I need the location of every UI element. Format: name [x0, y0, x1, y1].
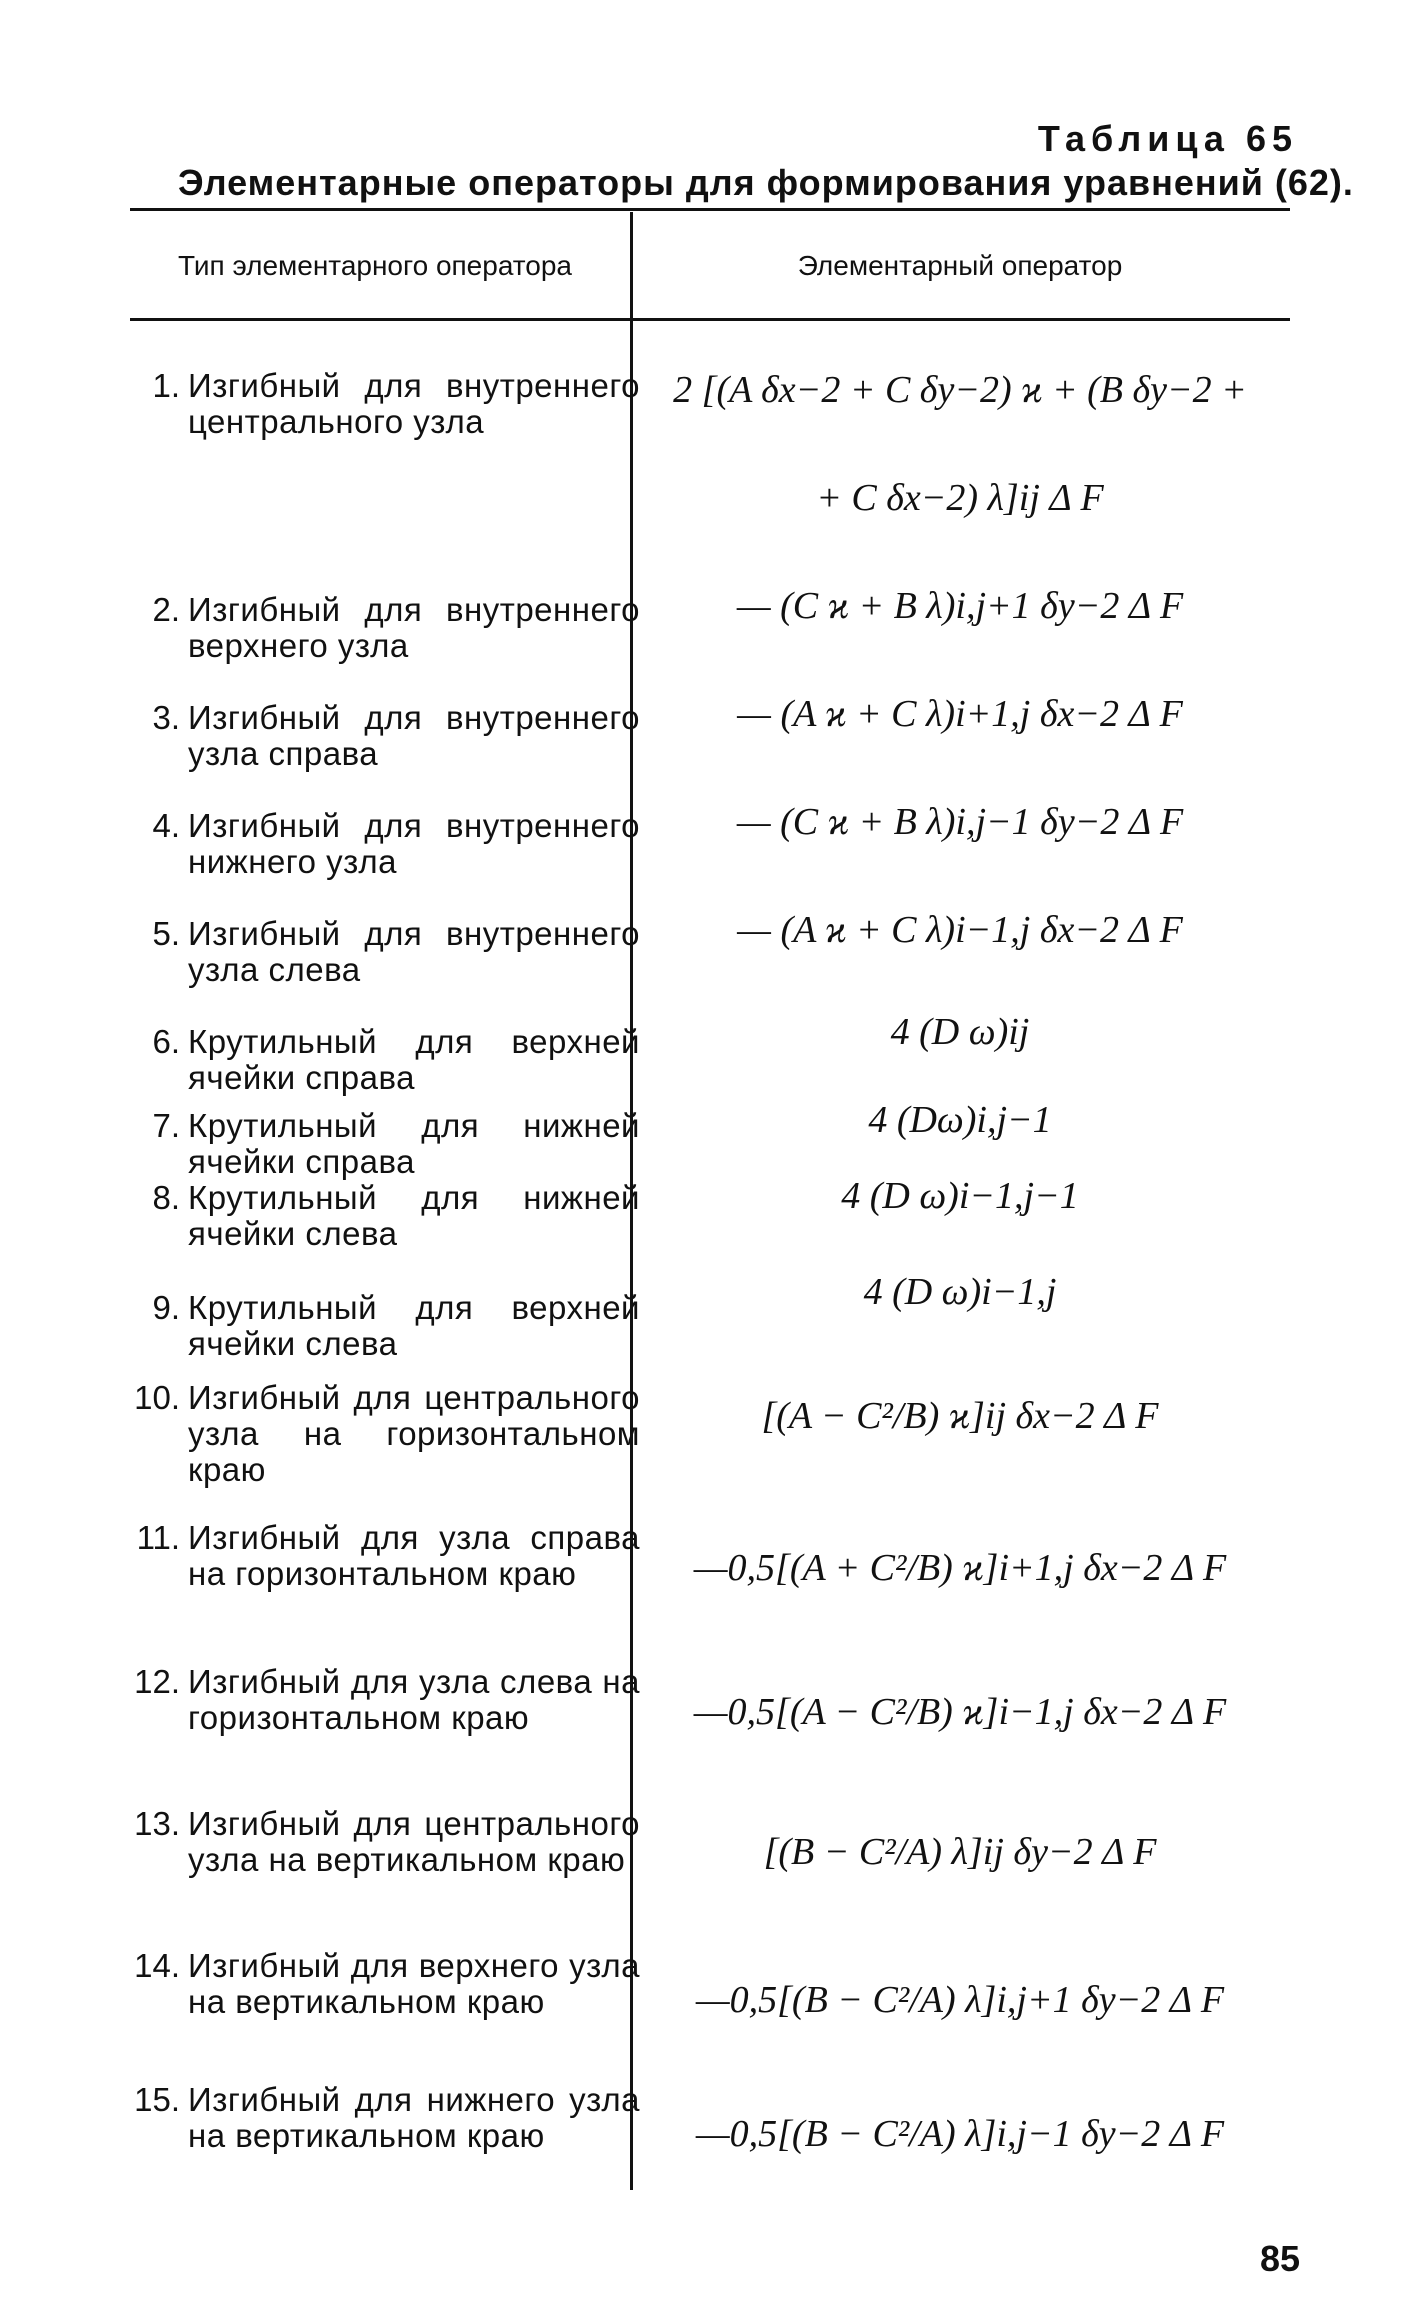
row-number: 3. — [152, 699, 180, 736]
row-description: Изгибный для внутреннего узла справа — [188, 699, 640, 772]
row-number: 7. — [152, 1107, 180, 1144]
row-description: Крутильный для верхней ячейки слева — [188, 1289, 640, 1362]
table-label: Таблица 65 — [1037, 118, 1298, 159]
row-description: Изгибный для внутреннего центрального узла — [188, 367, 640, 440]
row-formula: — (A ϰ + C λ)i+1,j δx−2 Δ F — [737, 693, 1183, 735]
row-formula: —0,5[(A − C²/B) ϰ]i−1,j δx−2 Δ F — [693, 1691, 1227, 1733]
row-description: Изгибный для центрального узла на горизонтальном краю — [188, 1379, 640, 1488]
page-number: 85 — [1259, 2238, 1300, 2279]
row-number: 11. — [136, 1519, 180, 1556]
row-number: 1. — [152, 367, 180, 404]
row-formula: [(A − C²/B) ϰ]ij δx−2 Δ F — [761, 1395, 1159, 1437]
row-number: 9. — [152, 1289, 180, 1326]
row-number: 15. — [134, 2081, 180, 2118]
row-number: 10. — [134, 1379, 180, 1416]
row-number: 4. — [152, 807, 180, 844]
row-description: Крутильный для нижней ячейки слева — [188, 1179, 640, 1252]
row-description: Изгибный для верхнего узла на вертикальном краю — [188, 1947, 640, 2020]
row-formula: [(B − C²/A) λ]ij δy−2 Δ F — [763, 1831, 1157, 1873]
row-description: Изгибный для узла слева на горизонтальном краю — [188, 1663, 640, 1736]
row-description: Изгибный для узла справа на горизонтальном краю — [188, 1519, 640, 1592]
row-formula-continuation: + C δx−2) λ]ij Δ F — [816, 477, 1104, 519]
row-formula: —0,5[(B − C²/A) λ]i,j+1 δy−2 Δ F — [695, 1979, 1225, 2021]
row-number: 8. — [152, 1179, 180, 1216]
row-formula: — (C ϰ + B λ)i,j+1 δy−2 Δ F — [736, 585, 1184, 627]
column-header-type: Тип элементарного оператора — [177, 250, 573, 281]
row-formula: — (C ϰ + B λ)i,j−1 δy−2 Δ F — [736, 801, 1184, 843]
column-header-operator: Элементарный оператор — [797, 250, 1123, 281]
row-description: Крутильный для верхней ячейки справа — [188, 1023, 640, 1096]
row-formula: 4 (Dω)i,j−1 — [868, 1099, 1052, 1141]
row-formula: —0,5[(A + C²/B) ϰ]i+1,j δx−2 Δ F — [693, 1547, 1227, 1589]
row-description: Изгибный для внутреннего узла слева — [188, 915, 640, 988]
row-formula: —0,5[(B − C²/A) λ]i,j−1 δy−2 Δ F — [695, 2113, 1225, 2155]
row-number: 6. — [152, 1023, 180, 1060]
row-description: Изгибный для центрального узла на вертикальном краю — [188, 1805, 640, 1878]
row-description: Изгибный для внутреннего нижнего узла — [188, 807, 640, 880]
row-number: 5. — [152, 915, 180, 952]
row-description: Изгибный для внутреннего верхнего узла — [188, 591, 640, 664]
table-header-rule — [130, 318, 1290, 321]
row-number: 2. — [152, 591, 180, 628]
row-number: 13. — [134, 1805, 180, 1842]
row-description: Изгибный для нижнего узла на вертикальном краю — [188, 2081, 640, 2154]
row-description: Крутильный для нижней ячейки справа — [188, 1107, 640, 1180]
row-formula: — (A ϰ + C λ)i−1,j δx−2 Δ F — [737, 909, 1183, 951]
row-number: 14. — [134, 1947, 180, 1984]
table-top-rule — [130, 208, 1290, 211]
row-number: 12. — [134, 1663, 180, 1700]
row-formula: 4 (D ω)i−1,j−1 — [841, 1175, 1079, 1217]
table-caption: Элементарные операторы для формирования уравнений (62). — [178, 162, 1354, 203]
row-formula: 4 (D ω)ij — [890, 1011, 1030, 1053]
row-formula: 4 (D ω)i−1,j — [863, 1271, 1057, 1313]
row-formula: 2 [(A δx−2 + C δy−2) ϰ + (B δy−2 + — [673, 369, 1247, 411]
